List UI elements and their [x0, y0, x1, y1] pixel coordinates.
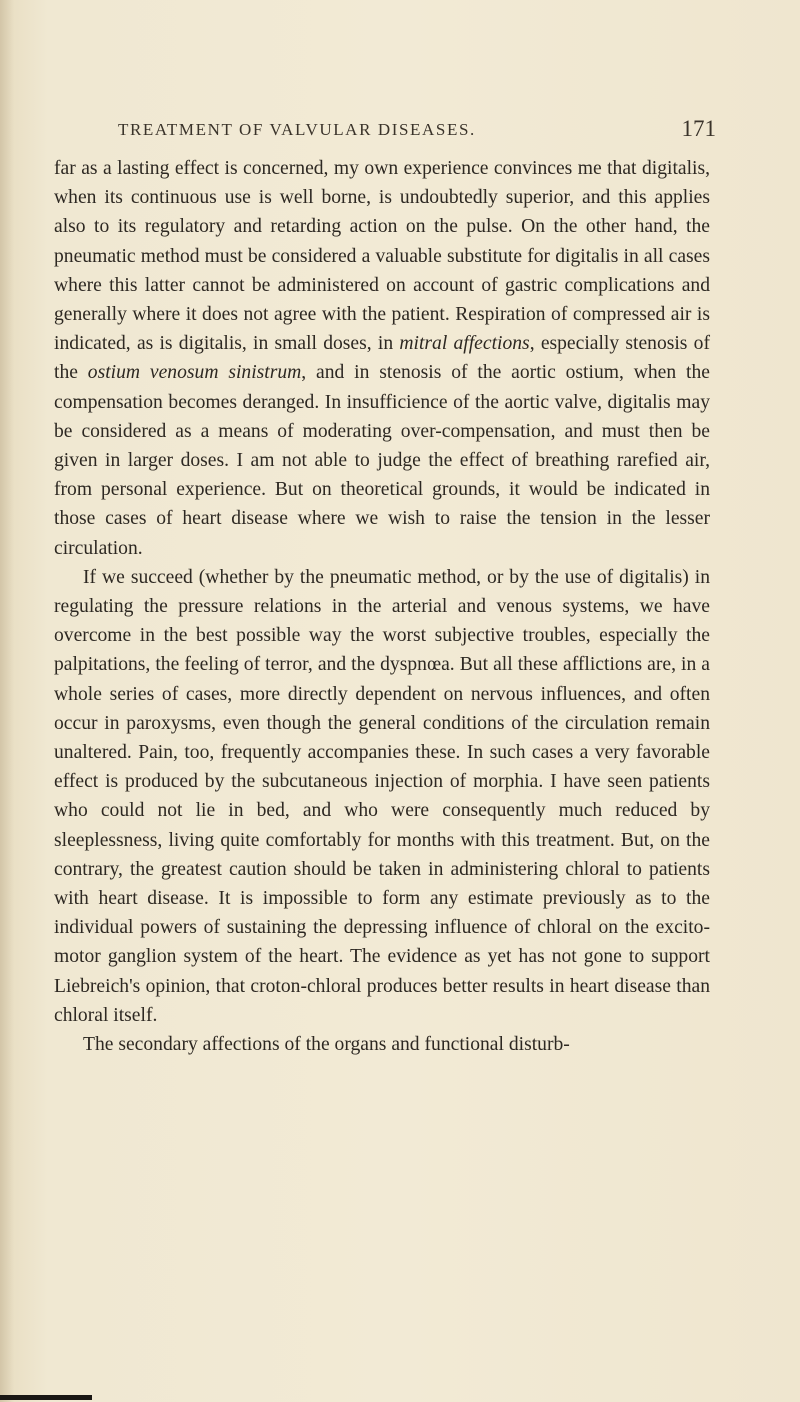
italic-ostium-venosum: ostium venosum sinistrum — [87, 362, 302, 384]
paragraph-1-text-a: far as a lasting effect is concerned, my own experience convinces me that digitalis, when its continuous use is well borne, is undoubtedly superior, and this applies also to its regulatory and retarding action on the pulse. On the other hand, the pneumatic method must be considered a valuable substitute for digitalis in all cases where this latter cannot be administered on account of gastric complications and generally where it does not agree with the patient. Respiration of compressed air is indicated, as is digitalis, in small doses, in — [54, 158, 710, 355]
paragraph-1-text-b: , especially stenosis of the — [54, 333, 710, 384]
bottom-edge-rule — [0, 1395, 92, 1400]
paragraph-3: The secondary affections of the organs and functional disturb- — [83, 1034, 570, 1056]
paragraph-2: If we succeed (whether by the pneumatic method, or by the use of digitalis) in regulating the pressure relations in the arterial and venous systems, we have overcome in the best possible way the worst subjective troubles, especially the palpitations, the feeling of terror, and the dyspnœa. But all these afflictions are, in a whole series of cases, more directly dependent on nervous influences, and often occur in paroxysms, even though the general conditions of the circulation remain unaltered. Pain, too, frequently accompanies these. In such cases a very favorable effect is produced by the subcutaneous injection of morphia. I have seen patients who could not lie in bed, and who were consequently much reduced by sleeplessness, living quite comfortably for months with this treatment. But, on the contrary, the greatest caution should be taken in administering chloral to patients with heart disease. It is impossible to form any estimate previously as to the individual powers of sustaining the depressing influence of chloral on the excito-motor ganglion system of the heart. The evidence as yet has not gone to support Liebreich's opinion, that croton-chloral produces better results in heart disease than chloral itself. — [54, 566, 710, 1026]
page-edge-shadow — [0, 0, 14, 1402]
body-text — [54, 154, 710, 1059]
paragraph-1 — [54, 154, 710, 563]
italic-mitral-affections: mitral affections — [399, 333, 530, 355]
running-title: TREATMENT OF VALVULAR DISEASES. — [118, 120, 476, 139]
page-number: 171 — [681, 116, 716, 141]
page-header — [118, 118, 716, 152]
paragraph-1-text-c: , and in stenosis of the aortic ostium, when the compensation becomes deranged. In insufficience of the aortic valve, digitalis may be considered as a means of moderating over-compensation, and must then be given in larger doses. I am not able to judge the effect of breathing rarefied air, from personal experience. But on theoretical grounds, it would be indicated in those cases of heart disease where we wish to raise the tension in the lesser circulation. — [54, 362, 710, 559]
